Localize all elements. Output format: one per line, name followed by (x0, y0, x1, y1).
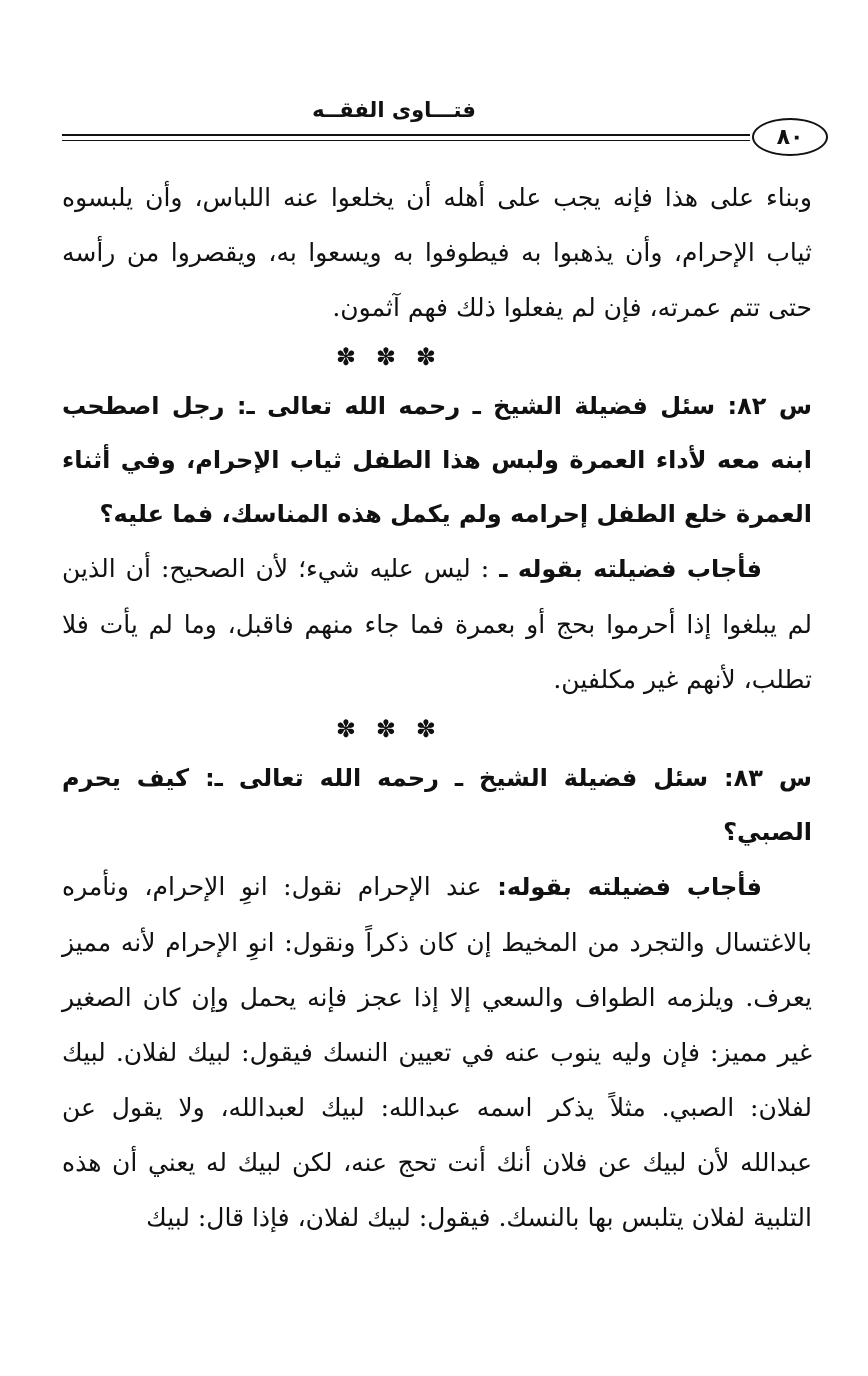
answer-83-text: عند الإحرام نقول: انوِ الإحرام، ونأمره بالاغتسال والتجرد من المخيط إن كان ذكراً ونقول: انوِ الإحرام لأنه مميز يعرف. ويلزمه الطواف والسعي إلا إذا عجز فإنه يحمل وإن كان الصغير غير مميز: فإن وليه ينوب عنه في تعيين النسك فيقول: لبيك لفلان. لبيك لفلان: الصبي. مثلاً يذكر اسمه عبدالله: لبيك لعبدالله، ولا يقول عن عبدالله لأن لبيك عن فلان أنك أنت تحج عنه، لكن لبيك له يعني أن هذه التلبية لفلان يتلبس بها بالنسك. فيقول: لبيك لفلان، فإذا قال: لبيك (62, 872, 812, 1232)
header-rule-thin (62, 140, 750, 141)
question-83-text: سئل فضيلة الشيخ ـ رحمه الله تعالى ـ: كيف يحرم الصبي؟ (62, 764, 812, 846)
separator-star: ✽ (335, 343, 382, 371)
page-content (62, 170, 812, 1245)
separator-star: ✽ (375, 343, 422, 371)
separator-star: ✽ (335, 715, 382, 743)
section-separator (62, 335, 812, 379)
answer-82 (62, 541, 812, 707)
question-82-label: س ٨٢: (727, 392, 812, 420)
answer-83-lead: فأجاب فضيلته بقوله: (497, 873, 762, 901)
question-83 (62, 751, 812, 859)
header-rule (62, 134, 750, 136)
answer-82-text: : ليس عليه شيء؛ لأن الصحيح: أن الذين لم يبلغوا إذا أحرموا بحج أو بعمرة فما جاء منهم فاقبل، وما لم يأت فلا تطلب، لأنهم غير مكلفين. (62, 554, 812, 694)
question-82 (62, 379, 812, 541)
answer-82-lead: فأجاب فضيلته بقوله ـ (499, 555, 762, 583)
continuation-paragraph: وبناء على هذا فإنه يجب على أهله أن يخلعوا عنه اللباس، وأن يلبسوه ثياب الإحرام، وأن يذهبوا به فيطوفوا به ويسعوا به، ويقصروا من رأسه حتى تتم عمرته، فإن لم يفعلوا ذلك فهم آثمون. (62, 183, 812, 322)
separator-star: ✽ (375, 715, 422, 743)
page-number: ٨٠ (752, 118, 828, 156)
question-83-label: س ٨٣: (724, 764, 812, 792)
answer-83 (62, 859, 812, 1245)
section-separator (62, 707, 812, 751)
running-title: فتـــاوى الفقــه (312, 98, 476, 122)
question-82-text: سئل فضيلة الشيخ ـ رحمه الله تعالى ـ: رجل اصطحب ابنه معه لأداء العمرة ولبس هذا الطفل ثياب الإحرام، وفي أثناء العمرة خلع الطفل إحرامه ولم يكمل هذه المناسك، فما عليه؟ (62, 392, 812, 528)
separator-star: ✽ (415, 343, 462, 371)
separator-star: ✽ (415, 715, 462, 743)
